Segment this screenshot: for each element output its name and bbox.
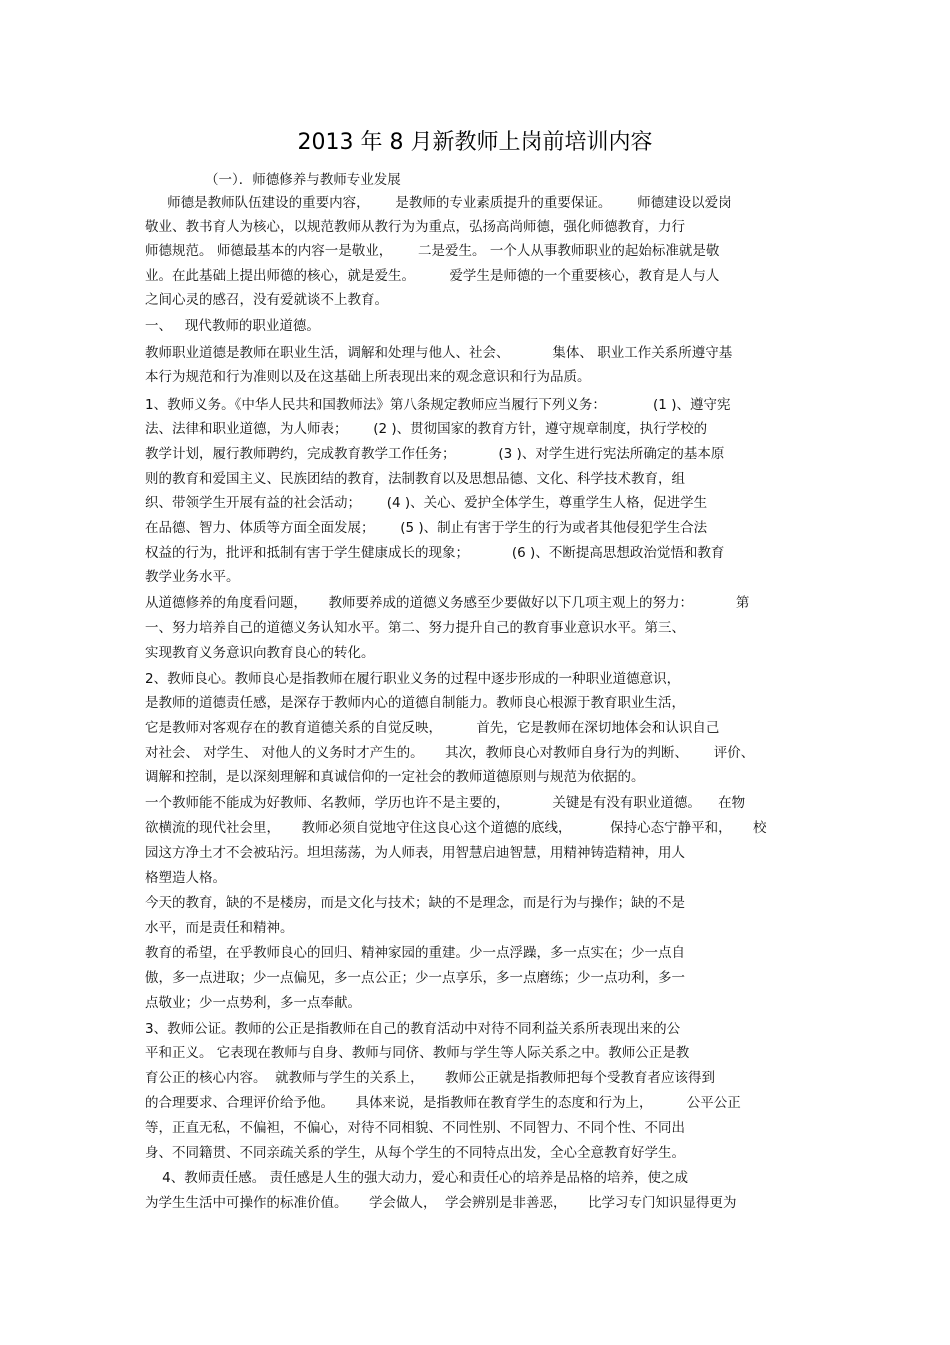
document-title: 2013 年 8 月新教师上岗前培训内容 bbox=[297, 130, 653, 155]
body-line: 育公正的核心内容。 就教师与学生的关系上， 教师公正就是指教师把每个受教育者应该得到 bbox=[145, 1070, 716, 1086]
body-line: 织、带领学生开展有益的社会活动； (4 )、关心、爱护全体学生，尊重学生人格，促进学生 bbox=[145, 495, 708, 511]
body-line: 是教师的道德责任感，是深存于教师内心的道德自制能力。教师良心根源于教育职业生活， bbox=[145, 695, 685, 711]
body-line: 在品德、智力、体质等方面全面发展； (5 )、制止有害于学生的行为或者其他侵犯学生合法 bbox=[145, 520, 708, 536]
body-line: 实现教育义务意识向教育良心的转化。 bbox=[145, 645, 375, 661]
body-line: 平和正义。 它表现在教师与自身、教师与同侪、教师与学生等人际关系之中。教师公正是教 bbox=[145, 1045, 690, 1061]
body-line: 一、努力培养自己的道德义务认知水平。第二、努力提升自己的教育事业意识水平。第三、 bbox=[145, 620, 685, 636]
body-line: 点敬业；少一点势利，多一点奉献。 bbox=[145, 995, 361, 1011]
body-line: 法、法律和职业道德，为人师表； (2 )、贯彻国家的教育方针，遵守规章制度，执行学校的 bbox=[145, 421, 708, 437]
body-line: 为学生生活中可操作的标准价值。 学会做人， 学会辨别是非善恶， 比学习专门知识显得更为 bbox=[145, 1195, 737, 1211]
body-line: 4、教师责任感。 责任感是人生的强大动力，爱心和责任心的培养是品格的培养，使之成 bbox=[145, 1170, 689, 1186]
body-line: 格塑造人格。 bbox=[145, 870, 226, 886]
body-line: 则的教育和爱国主义、民族团结的教育，法制教育以及思想品德、文化、科学技术教育，组 bbox=[145, 471, 685, 487]
body-line: 教师职业道德是教师在职业生活，调解和处理与他人、社会、 集体、 职业工作关系所遵守基 bbox=[145, 345, 733, 361]
body-line: 1、教师义务。《中华人民共和国教师法》第八条规定教师应当履行下列义务： (1 )、遵守宪 bbox=[145, 397, 731, 413]
body-line: 水平，而是责任和精神。 bbox=[145, 920, 294, 936]
body-line: 2、教师良心。教师良心是指教师在履行职业义务的过程中逐步形成的一种职业道德意识， bbox=[145, 671, 681, 687]
body-line: 3、教师公证。教师的公正是指教师在自己的教育活动中对待不同利益关系所表现出来的公 bbox=[145, 1021, 681, 1037]
body-line: 欲横流的现代社会里， 教师必须自觉地守住这良心这个道德的底线， 保持心态宁静平和， 校 bbox=[145, 820, 767, 836]
section-heading: （一）．师德修养与教师专业发展 bbox=[205, 172, 401, 188]
body-line: 傲，多一点进取；少一点偏见，多一点公正；少一点享乐，多一点磨练；少一点功利，多一 bbox=[145, 970, 685, 986]
body-line: 业。在此基础上提出师德的核心，就是爱生。 爱学生是师德的一个重要核心，教育是人与人 bbox=[145, 268, 720, 284]
body-line: 本行为规范和行为准则以及在这基础上所表现出来的观念意识和行为品质。 bbox=[145, 369, 591, 385]
body-line: 调解和控制，是以深刻理解和真诚信仰的一定社会的教师道德原则与规范为依据的。 bbox=[145, 769, 645, 785]
body-line: 今天的教育，缺的不是楼房，而是文化与技术；缺的不是理念，而是行为与操作；缺的不是 bbox=[145, 895, 685, 911]
body-line: 权益的行为，批评和抵制有害于学生健康成长的现象； (6 )、不断提高思想政治觉悟和教育 bbox=[145, 545, 725, 561]
body-line: 从道德修养的角度看问题， 教师要养成的道德义务感至少要做好以下几项主观上的努力： 第 bbox=[145, 595, 750, 611]
body-line: 对社会、 对学生、 对他人的义务时才产生的。 其次，教师良心对教师自身行为的判断、 评价、 bbox=[145, 745, 755, 761]
body-line: 它是教师对客观存在的教育道德关系的自觉反映， 首先，它是教师在深切地体会和认识自己 bbox=[145, 720, 720, 736]
body-line: 教学业务水平。 bbox=[145, 569, 240, 585]
body-line: 之间心灵的感召，没有爱就谈不上教育。 bbox=[145, 292, 388, 308]
body-line: 教育的希望，在乎教师良心的回归、精神家园的重建。少一点浮躁，多一点实在；少一点自 bbox=[145, 945, 685, 961]
body-line: 身、不同籍贯、不同亲疏关系的学生，从每个学生的不同特点出发，全心全意教育好学生。 bbox=[145, 1145, 685, 1161]
body-line: 师德是教师队伍建设的重要内容， 是教师的专业素质提升的重要保证。 师德建设以爱岗 bbox=[150, 195, 732, 211]
body-line: 敬业、教书育人为核心，以规范教师从教行为为重点，弘扬高尚师德，强化师德教育，力行 bbox=[145, 219, 685, 235]
body-line: 园这方净土才不会被玷污。坦坦荡荡，为人师表，用智慧启迪智慧，用精神铸造精神，用人 bbox=[145, 845, 685, 861]
body-line: 的合理要求、合理评价给予他。 具体来说，是指教师在教育学生的态度和行为上， 公平公正 bbox=[145, 1095, 741, 1111]
body-line: 一、 现代教师的职业道德。 bbox=[145, 318, 320, 334]
body-line: 一个教师能不能成为好教师、名教师，学历也许不是主要的， 关键是有没有职业道德。 在物 bbox=[145, 795, 746, 811]
body-line: 教学计划，履行教师聘约，完成教育教学工作任务； (3 )、对学生进行宪法所确定的基本原 bbox=[145, 446, 725, 462]
body-line: 等，正直无私，不偏袒，不偏心，对待不同相貌、不同性别、不同智力、不同个性、不同出 bbox=[145, 1120, 685, 1136]
body-line: 师德规范。 师德最基本的内容一是敬业， 二是爱生。 一个人从事教师职业的起始标准就是敬 bbox=[145, 243, 720, 259]
